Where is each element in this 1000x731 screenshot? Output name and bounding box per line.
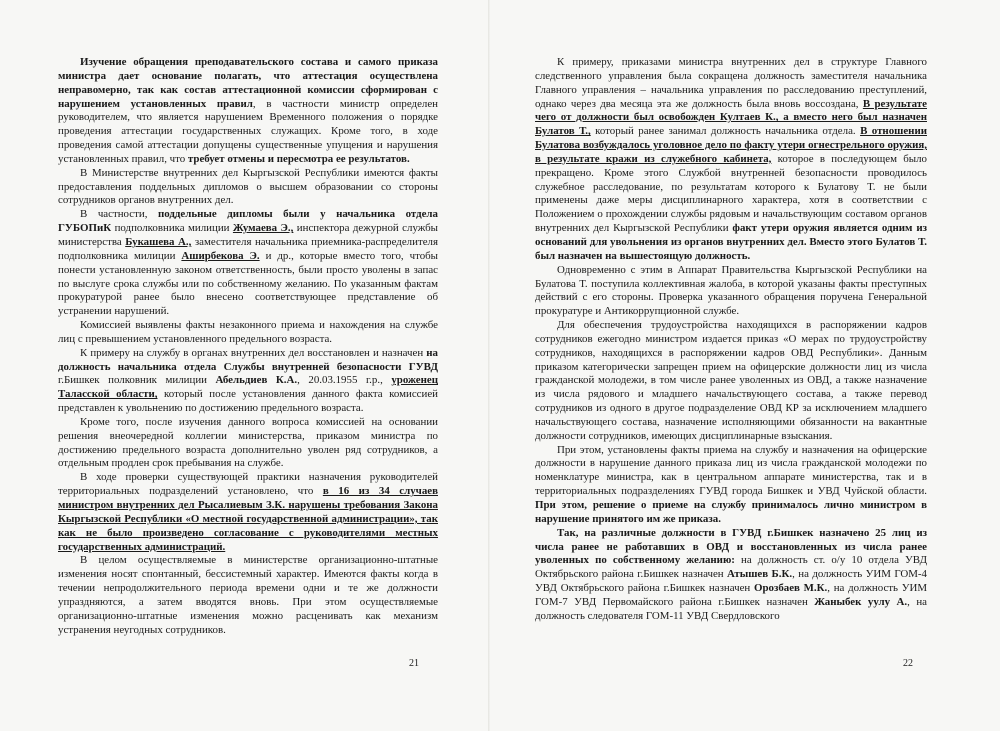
text-run: В ходе проверки существующей практики назначения руководителей территориальных подразделений установлено, что	[58, 471, 438, 498]
text-run: В Министерстве внутренних дел Кыргызской Республики имеются факты предоставления поддельных дипломов о высшем образовании со стороны сотрудников органов внутренних дел.	[58, 166, 438, 207]
text-run: Кроме того, после изучения данного вопроса комиссией на основании решения внеочередной коллегии министерства, приказом министра по достижению предельного возраста дополнительно уволен ряд сотрудников, а отдельным продлен срок пребывания на службе.	[58, 415, 438, 470]
text-run: , 20.03.1955 г.р.,	[297, 374, 392, 387]
text-run: инспектора дежурной службы министерства	[58, 222, 438, 248]
text-run: В отношении Булатова возбуждалось уголовное дело по факту утери огнестрельного оружия, в результате кражи из служебного кабинета,	[535, 125, 927, 165]
text-run: При этом, решение о приеме на службу принималось лично министром в нарушение принятого им же приказа.	[535, 499, 927, 525]
paragraph	[58, 554, 438, 637]
text-run: Букашева А.,	[125, 235, 192, 248]
text-run: Изучение обращения преподавательского состава и самого приказа министра дает основание полагать, что аттестация осуществлена неправомерно, так как состав аттестационной комиссии сформирован с нарушением установленных правил	[58, 56, 438, 110]
text-run: Жумаева Э.,	[232, 222, 294, 235]
text-run: Абельдиев К.А.	[215, 374, 298, 387]
text-run: При этом, установлены факты приема на службу и назначения на офицерские должности в нарушение данного приказа лиц из числа гражданской молодежи по номенклатуре министра, как в центральном аппарате министерства, так и в территориальных подразделениях ГУВД города Бишкек и УВД Чуйской области.	[535, 443, 927, 498]
paragraph	[58, 167, 438, 209]
paragraph	[58, 208, 438, 319]
text-run: в 16 из 34 случаев министром внутренних дел Рысалиевым З.К. нарушены требования Закона Кыргызской Республики «О местной государственной администрации», так как не было произведено согласование с руководителями местных государственных администраций.	[58, 485, 438, 553]
paragraph	[535, 444, 927, 527]
text-run: факт утери оружия является одним из оснований для увольнения из органов внутренних дел. Вместо этого Булатов Т. был назначен на вышестоящую должность.	[535, 222, 927, 262]
paragraph	[58, 56, 438, 167]
page-number-right: 22	[903, 658, 913, 669]
text-run: К примеру на службу в органах внутренних дел восстановлен и назначен	[80, 346, 427, 359]
paragraph	[58, 319, 438, 347]
paragraph	[535, 527, 927, 624]
left-page	[58, 56, 438, 696]
text-run: требует отмены и пересмотра ее результатов.	[187, 152, 410, 165]
text-run: Комиссией выявлены факты незаконного приема и нахождения на службе лиц с превышением установленного предельного возраста.	[58, 319, 438, 345]
paragraph	[535, 56, 927, 264]
text-run: Одновременно с этим в Аппарат Правительства Кыргызской Республики на Булатова Т. поступила коллективная жалоба, в которой указаны факты преступных действий с его стороны. Проверка указанного обращения поручена Генеральной прокуратуре и Антикоррупционной службе.	[535, 263, 927, 318]
text-run: В результате чего от должности был освобожден Култаев К., а вместо него был назначен Булатов Т.,	[535, 97, 927, 138]
text-run: на должность начальника отдела Службы внутренней безопасности ГУВД	[58, 346, 438, 373]
paragraph	[535, 319, 927, 444]
text-run: поддельные дипломы были у начальника отдела ГУБОПиК	[58, 208, 438, 235]
paragraph	[535, 264, 927, 319]
text-run: , в частности министр определен руководителем, что является нарушением Временного положения о порядке проведения аттестации государственных служащих. Кроме того, в ходе проведения самой аттестации допущены существенные упущения и нарушения установленных правил, что	[58, 97, 438, 165]
text-run: г.Бишкек полковник милиции	[58, 374, 216, 387]
text-run: который ранее занимал должность начальника отдела.	[590, 125, 861, 138]
right-page-body	[535, 56, 927, 624]
text-run: , на должность УИМ ГОМ-7 УВД Первомайского района г.Бишкек назначен	[535, 582, 927, 608]
left-page-body	[58, 56, 438, 637]
page-number-left: 21	[409, 658, 419, 669]
paragraph	[58, 347, 438, 416]
text-run: Аширбекова Э.	[181, 249, 260, 262]
text-run: , на должность УИМ ГОМ-4 УВД Октябрьского района г.Бишкек назначен	[535, 568, 927, 595]
text-run: заместителя начальника приемника-распределителя подполковника милиции	[58, 235, 438, 262]
text-run: В целом осуществляемые в министерстве организационно-штатные изменения носят спонтанный, бессистемный характер. Имеются факты когда в течении непродолжительного периода времени одни и те же должности упраздняются, а затем вводятся вновь. При этом осуществляемые организационно-штатные изменения можно расценивать как механизм устранения неугодных сотрудников.	[58, 554, 438, 636]
text-run: Орозбаев М.К.	[753, 582, 828, 595]
text-run: Так, на различные должности в ГУВД г.Бишкек назначено 25 лиц из числа ранее не работавших в ОВД и восстановленных из числа ранее уволенных по собственному желанию:	[535, 526, 927, 567]
text-run: на должность ст. о/у 10 отдела УВД Октябрьского района г.Бишкек назначен	[535, 554, 927, 581]
text-run: Для обеспечения трудоустройства находящихся в распоряжении кадров сотрудников ежегодно министром издается приказ «О мерах по трудоустройству сотрудников, находящихся в распоряжении кадров ОВД Республики». Данным приказом категорически запрещен прием на офицерские должности лиц из числа гражданской молодежи, в том числе ранее уволенных из ОВД, а также назначение из числа рядового и младшего начальствующего состава, а также перевод сотрудников из одного в другое подразделение ОВД КР за исключением младшего начальствующего состава, назначение исполняющими обязанности на вакантные должности сотрудников, имеющих дисциплинарные взыскания.	[535, 319, 927, 442]
text-run: Атышев Б.К.	[727, 568, 793, 581]
text-run: , на должность следователя ГОМ-11 УВД Свердловского	[535, 595, 928, 622]
text-run: уроженец Таласской области,	[58, 374, 438, 401]
text-run: Жаныбек уулу А.	[814, 595, 908, 608]
paragraph	[58, 416, 438, 471]
text-run: К примеру, приказами министра внутренних дел в структуре Главного следственного управления была сокращена должность заместителя начальника Главного управления – начальника управления по расследованию преступлений, однако через два месяца эта же должность была вновь воссоздана,	[535, 56, 927, 110]
text-run: подполковника милиции	[111, 222, 233, 235]
text-run: В частности,	[80, 208, 158, 221]
paragraph	[58, 471, 438, 554]
page-gutter	[488, 0, 490, 731]
text-run: который после установления данного факта комиссией представлен к увольнению по достижению предельного возраста.	[58, 388, 438, 415]
right-page	[535, 56, 927, 696]
text-run: и др., которые вместо того, чтобы понести установленную законом ответственность, были просто уволены в запас по выслуге срока службы или по собственному желанию. По указанным фактам прокуратурой ранее было внесено соответствующее представление об устранении нарушений.	[58, 249, 438, 318]
text-run: которое в последующем было прекращено. Кроме этого Службой внутренней безопасности проводилось служебное расследование, по результатам которого к Булатову Т. не были применены даже меры дисциплинарного характера, хотя в соответствии с Положением о прохождении службы рядовым и начальствующим составом органов внутренних дел Кыргызской Республики	[535, 152, 927, 235]
